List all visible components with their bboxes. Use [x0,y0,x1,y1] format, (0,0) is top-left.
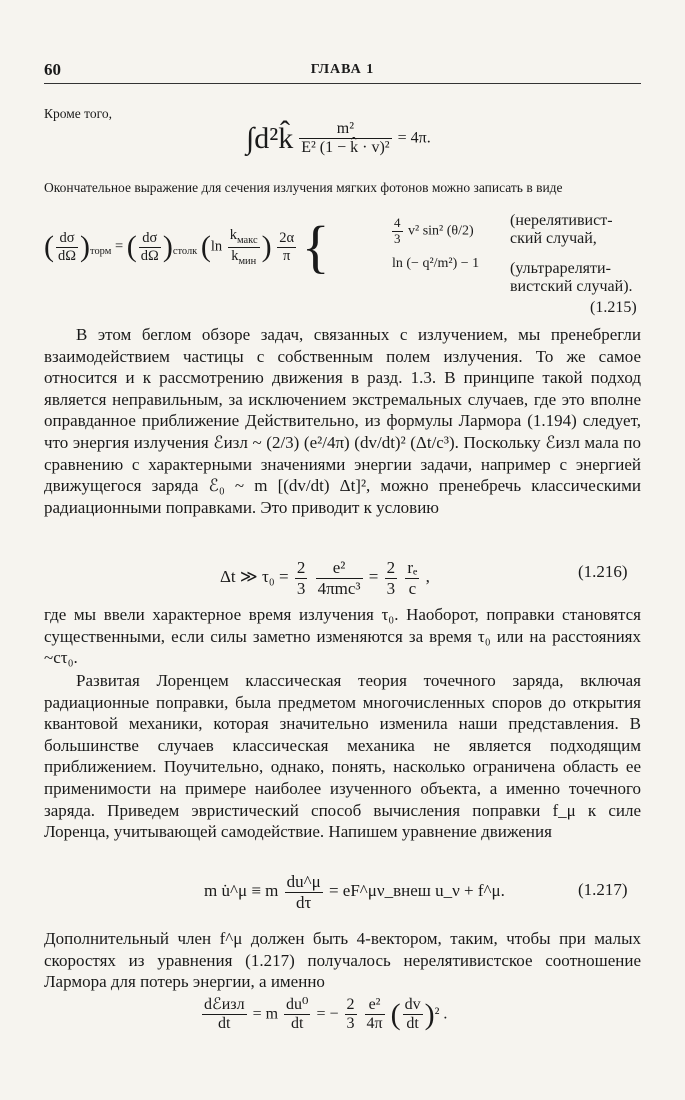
larmor-f1-den: dt [218,1015,231,1033]
paragraph-3: Развитая Лоренцем классическая теория точечного заряда, включая радиационные поправки, была предметом многочисленных споров до открытия квантовой механики, которая значительно изменила наши представления. В большинстве случаев классическая механика не является подходящим приближением. Поучительно, однако, понять, насколько ограничена область ее применимости на примере наиболее изученного объекта, а именно точечного заряда. Приведем эвристический способ вычисления поправки f_μ к силе Лоренца, учитывающей самодействие. Напишем уравнение движения [44,671,641,842]
larmor-f3-num: 2 [345,996,357,1015]
larmor-f2-den: dt [291,1015,304,1033]
intro-text: Кроме того, [44,106,112,121]
eq-1-216-f2-num: e² [316,558,363,579]
equation-number-1-216: (1.216) [578,562,628,581]
integral-rhs: = 4π. [397,129,431,147]
eq-1-216-tail: , [425,566,430,586]
eq-1-217-den: dτ [296,892,312,912]
integral-denominator: E² (1 − k̂ · v)² [301,139,390,157]
final-expression-text: Окончательное выражение для сечения излучения мягких фотонов можно записать в виде [44,180,563,195]
mid-subscript: столк [172,246,198,258]
larmor-f4-num: e² [365,996,385,1015]
eq-1-216-lhs: Δt ≫ τ₀ = [220,566,289,586]
page-number: 60 [44,60,61,79]
paragraph-2: где мы ввели характерное время излучения τ₀. Наоборот, поправки становятся существенными, если силы заметно изменяются за время τ₀ или на расстояниях ~cτ₀. [44,605,641,668]
case-1-note: (нерелятивист- ский случай, [510,212,613,247]
lhs-numerator: dσ [56,230,78,248]
equation-integral [246,120,431,158]
eq-1-217-lhs: m u̇^μ ≡ m [204,880,279,900]
eq-1-216-f4-den: c [408,578,417,598]
log-denominator-sub: мин [238,255,257,267]
larmor-f3-den: 3 [346,1015,355,1033]
mid-numerator: dσ [139,230,161,248]
log-numerator: k [229,226,238,243]
larmor-f4-den: 4π [366,1015,383,1033]
larmor-f5-den: dt [406,1015,419,1033]
larmor-f5-num: dv [403,996,423,1015]
chapter-title: ГЛАВА 1 [310,62,375,77]
paragraph-4: Дополнительный член f^μ должен быть 4-вектором, таким, чтобы при малых скоростях из уравнения (1.217) получалось нерелятивистское соотношение Лармора для потерь энергии, а именно [44,929,641,992]
equation-1-216 [220,558,430,598]
larmor-mid: = m [252,1005,279,1023]
integral-lhs: ∫d²k̂ [246,121,294,155]
equation-1-217 [204,872,505,912]
integral-numerator: m² [299,120,391,139]
equation-number-1-215: (1.215) [590,299,637,316]
mid-denominator: dΩ [140,247,159,264]
header-rule [44,83,641,84]
eq-1-216-f1-den: 3 [296,578,306,598]
running-header [44,60,641,82]
eq-1-216-f3-den: 3 [386,578,396,598]
eq-1-216-equals: = [368,566,379,586]
equation-number-1-217: (1.217) [578,880,628,899]
larmor-eq: = − [316,1005,339,1023]
integral-fraction [299,120,391,158]
eq-1-217-num: du^μ [286,872,321,891]
coef-denominator: π [283,247,291,264]
case-2 [392,256,479,272]
case-2-note: (ультрареляти- вистский случай). [510,260,633,295]
case-1-expression: v² sin² (θ/2) [408,223,474,239]
larmor-f1-num: dℰизл [202,996,247,1015]
eq-1-216-f4-num: rₑ [407,558,418,577]
case-2-expression: ln (− q²/m²) − 1 [392,256,480,271]
eq-1-216-f2-den: 4πmc³ [317,578,361,598]
case-1: $\frac{4}{3}$ v² sin² (θ/2) [394,215,474,246]
eq-1-216-f3-num: 2 [386,558,396,577]
paragraph-1: В этом беглом обзоре задач, связанных с излучением, мы пренебрегли взаимодействием частицы с собственным полем излучения. То же самое относится и к рассмотрению движения в разд. 1.3. В принципе такой подход является неправильным, за исключением экстремальных случаев, где это вполне оправданное приближение Действительно, из формулы Лармора (1.194) следует, что энергия излучения ℰизл ~ (2/3) (e²/4π) (dv/dt)² (Δt/c³). Поскольку ℰизл мала по сравнению с характерными значениями энергии задачи, например с энергией движущегося заряда ℰ₀ ~ m [(dv/dt) Δt]², можно пренебречь классическими радиационными поправками. Это приводит к условию [44,325,641,517]
equation-larmor: $\frac{\text{dℰизл}}{dt}$ = m $\frac{\text{du⁰}}{dt}$ = − $\frac{2}{3}$ $\frac{\text{e²}}{4\pi}$ ( $\frac{dv}{dt}$ )² . [204,996,448,1033]
log-numerator-sub: макс [237,234,258,246]
eq-1-217-rhs: = eF^μν_внеш u_ν + f^μ. [328,880,505,900]
larmor-f2-num: du⁰ [284,996,310,1015]
equation-1-215: ( $\frac{d\sigma}{d\Omega}$ )$_{торм}$ = ( $\frac{d\sigma}{d\Omega}$ )$_{столк}$ (ln $\frac{k_{макс}}{k_{мин}}$ ) $\frac{2\alpha}{\pi}$ { [44,214,330,279]
larmor-tail: ² . [434,1005,448,1023]
lhs-denominator: dΩ [58,247,77,264]
eq-1-216-f1-num: 2 [296,558,306,577]
lhs-subscript: торм [90,246,112,258]
coef-numerator: 2α [279,229,295,246]
log-denominator: k [231,247,239,264]
